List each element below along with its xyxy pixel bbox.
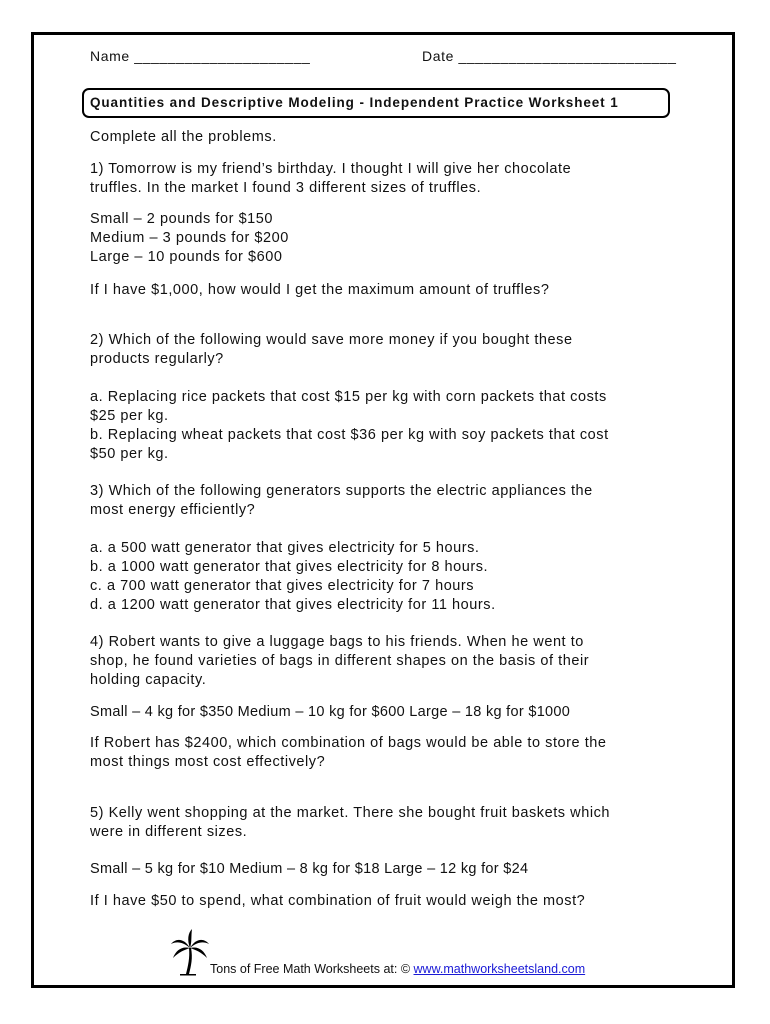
footer-text: Tons of Free Math Worksheets at: © <box>210 962 414 976</box>
problem-4-line-2: shop, he found varieties of bags in different shapes on the basis of their <box>90 653 590 669</box>
problem-3-line-2: most energy efficiently? <box>90 502 256 518</box>
palm-tree-icon <box>170 928 210 976</box>
problem-1-question: If I have $1,000, how would I get the maximum amount of truffles? <box>90 282 550 298</box>
problem-3-option-b: b. a 1000 watt generator that gives electricity for 8 hours. <box>90 559 489 575</box>
date-field-label: Date __________________________ <box>422 48 677 64</box>
problem-2-option-a-line-1: a. Replacing rice packets that cost $15 per kg with corn packets that costs <box>90 389 607 405</box>
problem-2-line-1: 2) Which of the following would save more money if you bought these <box>90 332 573 348</box>
problem-3-option-c: c. a 700 watt generator that gives electricity for 7 hours <box>90 578 475 594</box>
problem-4-line-3: holding capacity. <box>90 672 207 688</box>
problem-2-option-b-line-1: b. Replacing wheat packets that cost $36 per kg with soy packets that cost <box>90 427 609 443</box>
footer-website-link[interactable]: www.mathworksheetsland.com <box>413 962 586 976</box>
instructions: Complete all the problems. <box>90 129 277 145</box>
problem-2-option-a-line-2: $25 per kg. <box>90 408 169 424</box>
problem-1-option-small: Small – 2 pounds for $150 <box>90 211 274 227</box>
problem-5-line-2: were in different sizes. <box>90 824 248 840</box>
problem-5-line-1: 5) Kelly went shopping at the market. There she bought fruit baskets which <box>90 805 610 821</box>
problem-1-line-2: truffles. In the market I found 3 different sizes of truffles. <box>90 180 482 196</box>
name-field-label: Name _____________________ <box>90 48 311 64</box>
problem-5-question: If I have $50 to spend, what combination of fruit would weigh the most? <box>90 893 586 909</box>
problem-4-question-line-2: most things most cost effectively? <box>90 754 326 770</box>
problem-1-option-large: Large – 10 pounds for $600 <box>90 249 283 265</box>
problem-4-line-1: 4) Robert wants to give a luggage bags to his friends. When he went to <box>90 634 584 650</box>
problem-4-question-line-1: If Robert has $2400, which combination of bags would be able to store the <box>90 735 607 751</box>
problem-2-line-2: products regularly? <box>90 351 224 367</box>
problem-3-line-1: 3) Which of the following generators supports the electric appliances the <box>90 483 593 499</box>
problem-5-options: Small – 5 kg for $10 Medium – 8 kg for $18 Large – 12 kg for $24 <box>90 861 529 877</box>
problem-2-option-b-line-2: $50 per kg. <box>90 446 169 462</box>
footer <box>210 962 585 976</box>
problem-4-options: Small – 4 kg for $350 Medium – 10 kg for $600 Large – 18 kg for $1000 <box>90 704 571 720</box>
problem-1-option-medium: Medium – 3 pounds for $200 <box>90 230 289 246</box>
worksheet-title: Quantities and Descriptive Modeling - Independent Practice Worksheet 1 <box>90 95 619 110</box>
problem-3-option-d: d. a 1200 watt generator that gives electricity for 11 hours. <box>90 597 496 613</box>
problem-1-line-1: 1) Tomorrow is my friend’s birthday. I thought I will give her chocolate <box>90 161 572 177</box>
problem-3-option-a: a. a 500 watt generator that gives electricity for 5 hours. <box>90 540 480 556</box>
